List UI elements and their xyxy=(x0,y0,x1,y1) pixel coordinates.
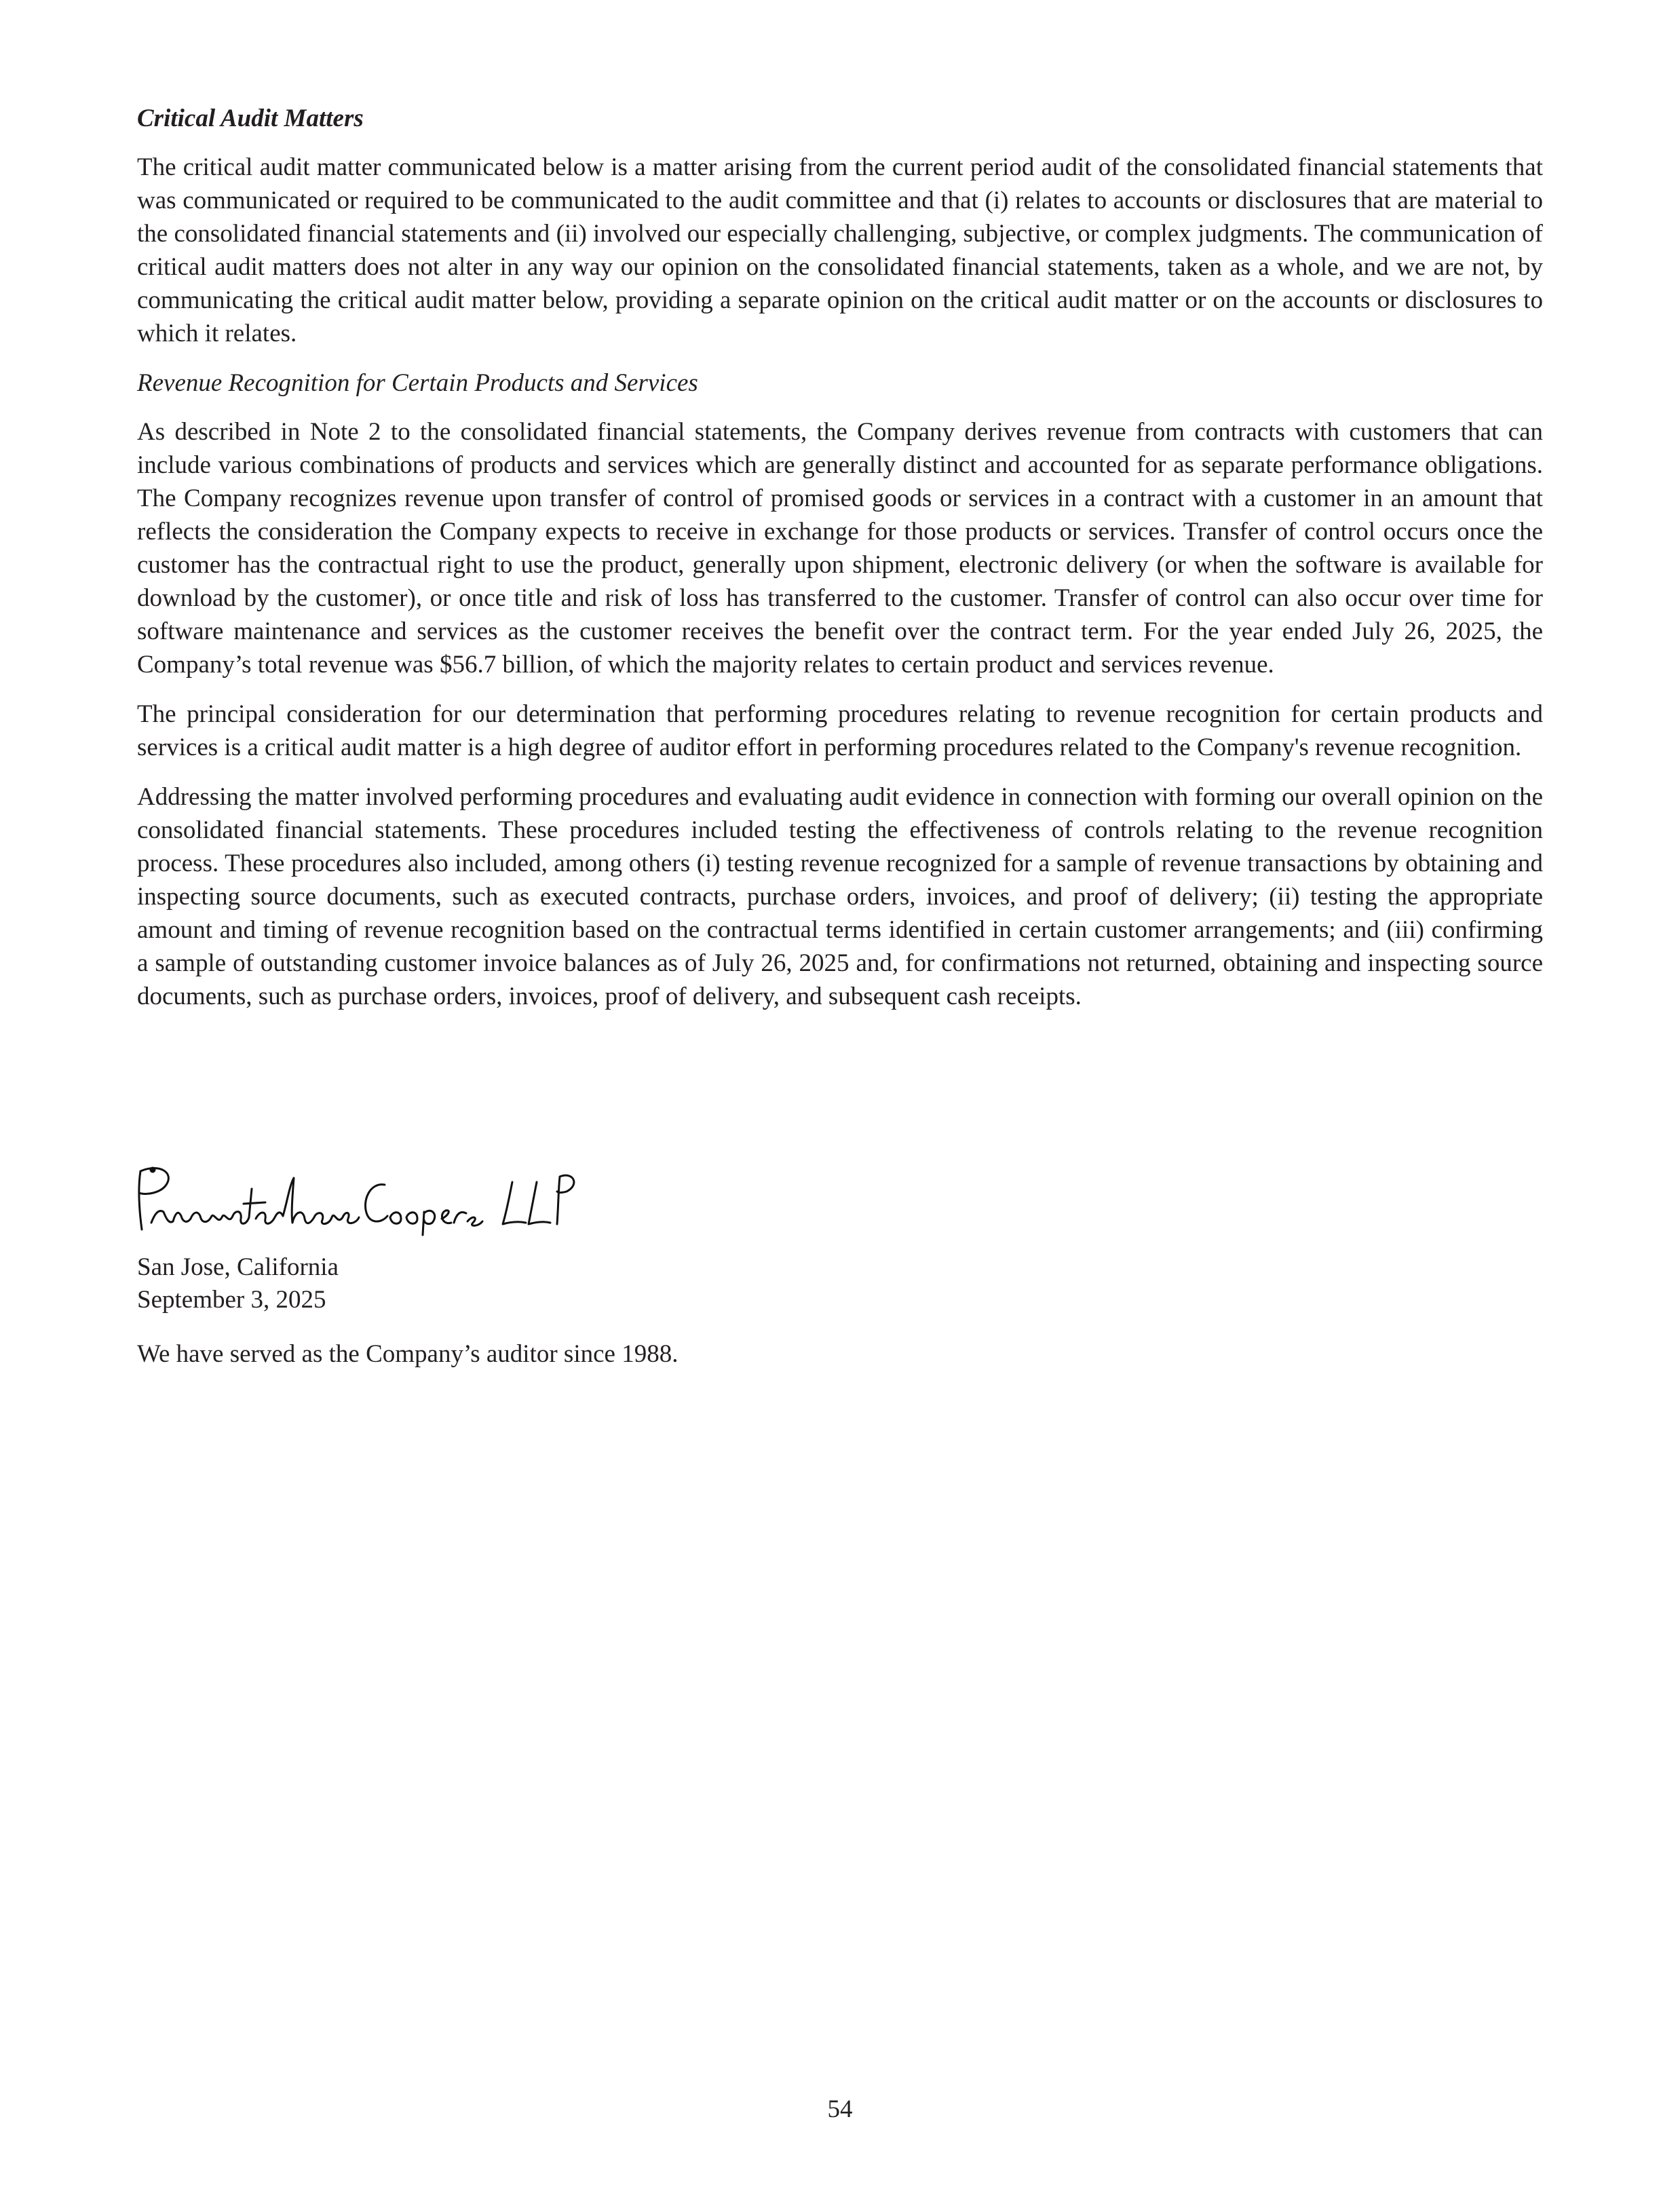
matter-subheading: Revenue Recognition for Certain Products and Services xyxy=(137,369,698,397)
intro-paragraph: The critical audit matter communicated below is a matter arising from the current period audit of the consolidated financial statements that was communicated or required to be communicated to the audit committee and that (i) relates to accounts or disclosures that are material to the consolidated financial statements and (ii) involved our especially challenging, subjective, or complex judgments. The communication of critical audit matters does not alter in any way our opinion on the consolidated financial statements, taken as a whole, and we are not, by communicating the critical audit matter below, providing a separate opinion on the critical audit matter or on the accounts or disclosures to which it relates. xyxy=(137,153,1543,347)
page-number: 54 xyxy=(827,2095,853,2123)
section-heading: Critical Audit Matters xyxy=(137,104,364,132)
auditor-tenure-statement: We have served as the Company’s auditor since 1988. xyxy=(137,1340,679,1368)
principal-consideration-paragraph: The principal consideration for our determination that performing procedures relating to revenue recognition for certain products and services is a critical audit matter is a high degree of auditor effort in performing procedures related to the Company's revenue recognition. xyxy=(137,700,1543,761)
signing-city: San Jose, California xyxy=(137,1253,339,1281)
signing-date: September 3, 2025 xyxy=(137,1286,326,1314)
signing-location xyxy=(137,1251,339,1316)
description-paragraph: As described in Note 2 to the consolidated financial statements, the Company derives revenue from contracts with customers that can include various combinations of products and services which are generally distinct and accounted for as separate performance obligations. The Company recognizes revenue upon transfer of control of promised goods or services in a contract with a customer in an amount that reflects the consideration the Company expects to receive in exchange for those products or services. Transfer of control occurs once the customer has the contractual right to use the product, generally upon shipment, electronic delivery (or when the software is available for download by the customer), or once title and risk of loss has transferred to the customer. Transfer of control can also occur over time for software maintenance and services as the customer receives the benefit over the contract term. For the year ended July 26, 2025, the Company’s total revenue was $56.7 billion, of which the majority relates to certain product and services revenue. xyxy=(137,418,1543,679)
addressing-paragraph: Addressing the matter involved performing procedures and evaluating audit evidence in connection with forming our overall opinion on the consolidated financial statements. These procedures included testing the effectiveness of controls relating to the revenue recognition process. These procedures also included, among others (i) testing revenue recognized for a sample of revenue transactions by obtaining and inspecting source documents, such as executed contracts, purchase orders, invoices, and proof of delivery; (ii) testing the appropriate amount and timing of revenue recognition based on the contractual terms identified in certain customer arrangements; and (iii) confirming a sample of outstanding customer invoice balances as of July 26, 2025 and, for confirmations not returned, obtaining and inspecting source documents, such as purchase orders, invoices, proof of delivery, and subsequent cash receipts. xyxy=(137,783,1543,1010)
document-body xyxy=(137,102,1543,1029)
handwritten-signature xyxy=(132,1162,580,1236)
